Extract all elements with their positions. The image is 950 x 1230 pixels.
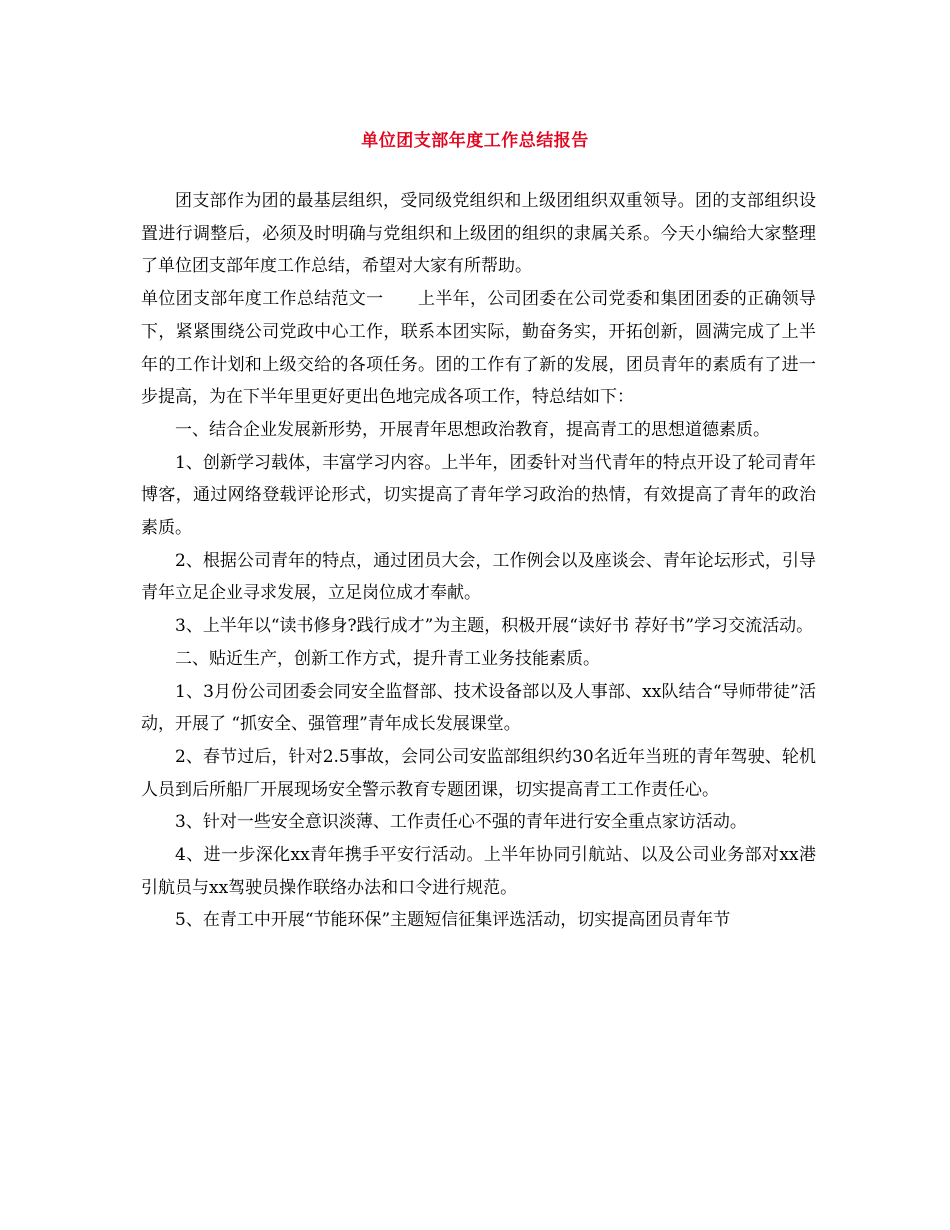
item-paragraph: 3、上半年以“读书修身?践行成才”为主题，积极开展“读好书 荐好书”学习交流活动。: [175, 616, 814, 637]
intro-paragraph: 团支部作为团的最基层组织，受同级党组织和上级团组织双重领导。团的支部组织设置进行调整后，必须及时明确与党组织和上级团的组织的隶属关系。今天小编给大家整理了单位团支部年度工作总结，希望对大家有所帮助。: [141, 191, 816, 277]
item-paragraph: 2、春节过后，针对2.5事故，会同公司安监部组织约30名近年当班的青年驾驶、轮机人员到后所船厂开展现场安全警示教育专题团课，切实提高青工工作责任心。: [141, 746, 816, 800]
document-body: [141, 185, 816, 937]
document-title: 单位团支部年度工作总结报告: [361, 131, 589, 151]
sample-one-paragraph: 单位团支部年度工作总结范文一 上半年，公司团委在公司党委和集团团委的正确领导下，紧紧围绕公司党政中心工作，联系本团实际，勤奋务实，开拓创新，圆满完成了上半年的工作计划和上级交给的各项任务。团的工作有了新的发展，团员青年的素质有了进一步提高，为在下半年里更好更出色地完成各项工作，特总结如下：: [141, 289, 816, 408]
section-heading-one: 一、结合企业发展新形势，开展青年思想政治教育，提高青工的思想道德素质。: [175, 419, 770, 440]
item-paragraph: 5、在青工中开展“节能环保”主题短信征集评选活动，切实提高团员青年节: [175, 910, 731, 931]
item-paragraph: 1、3月份公司团委会同安全监督部、技术设备部以及人事部、xx队结合“导师带徒”活动，开展了 “抓安全、强管理”青年成长发展课堂。: [141, 681, 816, 735]
item-paragraph: 3、针对一些安全意识淡薄、工作责任心不强的青年进行安全重点家访活动。: [175, 812, 747, 833]
section-heading-two: 二、贴近生产，创新工作方式，提升青工业务技能素质。: [175, 648, 600, 669]
item-paragraph: 1、创新学习载体，丰富学习内容。上半年，团委针对当代青年的特点开设了轮司青年博客，通过网络登载评论形式，切实提高了青年学习政治的热情，有效提高了青年的政治素质。: [141, 452, 816, 539]
item-paragraph: 4、进一步深化xx青年携手平安行活动。上半年协同引航站、以及公司业务部对xx港引航员与xx驾驶员操作联络办法和口令进行规范。: [141, 845, 816, 898]
item-paragraph: 2、根据公司青年的特点，通过团员大会，工作例会以及座谈会、青年论坛形式，引导青年立足企业寻求发展，立足岗位成才奉献。: [141, 550, 816, 604]
